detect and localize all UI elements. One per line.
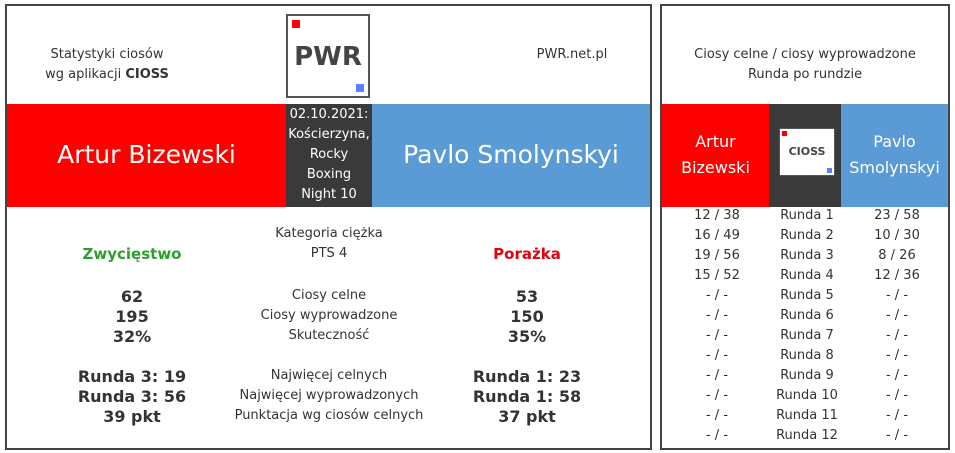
fight-stats-panel	[5, 4, 652, 450]
round-right: - / -	[885, 388, 909, 403]
round-row	[662, 426, 948, 446]
cioss-logo-text: CIOSS	[788, 145, 826, 158]
result-left: Zwycięstwo	[82, 245, 182, 263]
round-label: Runda 8	[780, 348, 834, 363]
stat-label: Ciosy wyprowadzone	[260, 308, 398, 323]
round-right: - / -	[885, 308, 909, 323]
rounds-left-band	[662, 104, 769, 207]
round-row	[662, 206, 948, 226]
round-left: - / -	[705, 368, 729, 383]
cioss-logo-blue-square	[827, 168, 832, 173]
round-row	[662, 326, 948, 346]
rounds-left-name-line1: Artur	[695, 132, 736, 151]
round-row	[662, 346, 948, 366]
stat-right: 150	[510, 307, 544, 326]
left-fighter-band	[7, 104, 286, 207]
left-fighter-name: Artur Bizewski	[57, 140, 236, 169]
decision: PTS 4	[310, 246, 348, 261]
pwr-logo-text: PWR	[294, 42, 362, 72]
rounds-subtitle: Runda po rundzie	[747, 67, 863, 82]
round-label: Runda 10	[776, 388, 838, 403]
round-right: - / -	[885, 328, 909, 343]
round-row	[662, 226, 948, 246]
round-left: 16 / 49	[694, 228, 740, 243]
stat-left: 62	[120, 287, 144, 306]
stats-caption-line2	[37, 65, 177, 85]
round-right: 10 / 30	[874, 228, 920, 243]
round-row	[662, 266, 948, 286]
rounds-panel	[660, 4, 950, 450]
round-label: Runda 3	[780, 248, 834, 263]
round-left: - / -	[705, 308, 729, 323]
stat-label: Skuteczność	[288, 328, 370, 343]
rounds-right-name-line2: Smolynskyi	[849, 158, 940, 177]
round-label: Runda 9	[780, 368, 834, 383]
result-right: Porażka	[493, 245, 561, 263]
round-left: - / -	[705, 408, 729, 423]
round-row	[662, 386, 948, 406]
round-right: - / -	[885, 428, 909, 443]
best-left: Runda 3: 19	[77, 367, 187, 386]
rounds-right-name-line1: Pavlo	[873, 132, 916, 151]
best-right: 37 pkt	[498, 407, 556, 426]
event-line-2: Kościerzyna,	[288, 127, 370, 142]
round-row	[662, 406, 948, 426]
round-right: 8 / 26	[878, 248, 916, 263]
stat-left: 195	[115, 307, 149, 326]
rounds-title: Ciosy celne / ciosy wyprowadzone	[694, 47, 916, 62]
round-left: - / -	[705, 428, 729, 443]
round-right: - / -	[885, 408, 909, 423]
round-row	[662, 366, 948, 386]
event-line-1: 02.10.2021:	[289, 107, 369, 122]
best-left: Runda 3: 56	[77, 387, 187, 406]
round-left: - / -	[705, 348, 729, 363]
rounds-logo-band	[769, 104, 841, 207]
best-right: Runda 1: 23	[472, 367, 582, 386]
cioss-logo-red-square	[782, 131, 787, 136]
event-line-4: Boxing	[306, 167, 352, 182]
round-left: - / -	[705, 328, 729, 343]
right-fighter-name: Pavlo Smolynskyi	[403, 140, 619, 169]
round-right: - / -	[885, 288, 909, 303]
event-line-5: Night 10	[301, 187, 357, 202]
rounds-left-name-line2: Bizewski	[681, 158, 750, 177]
stat-label: Ciosy celne	[291, 288, 367, 303]
best-label: Najwięcej wyprowadzonych	[239, 388, 419, 403]
stats-caption-prefix: wg aplikacji	[45, 67, 126, 82]
cioss-brand: CIOSS	[125, 67, 169, 82]
weight-category: Kategoria ciężka	[275, 226, 383, 241]
round-label: Runda 12	[776, 428, 838, 443]
round-right: - / -	[885, 368, 909, 383]
round-label: Runda 11	[776, 408, 838, 423]
stat-left: 32%	[112, 327, 152, 346]
round-row	[662, 246, 948, 266]
stat-right: 53	[515, 287, 539, 306]
best-label: Punktacja wg ciosów celnych	[234, 408, 424, 423]
round-left: - / -	[705, 288, 729, 303]
round-left: 12 / 38	[694, 208, 740, 223]
best-label: Najwięcej celnych	[270, 368, 388, 383]
round-label: Runda 5	[780, 288, 834, 303]
round-row	[662, 306, 948, 326]
round-label: Runda 7	[780, 328, 834, 343]
round-label: Runda 4	[780, 268, 834, 283]
pwr-logo	[286, 14, 370, 98]
best-right: Runda 1: 58	[472, 387, 582, 406]
round-row	[662, 286, 948, 306]
round-left: 15 / 52	[694, 268, 740, 283]
round-right: 12 / 36	[874, 268, 920, 283]
round-left: - / -	[705, 388, 729, 403]
best-left: 39 pkt	[103, 407, 161, 426]
stats-caption	[37, 45, 177, 85]
logo-blue-square	[356, 84, 364, 92]
round-label: Runda 6	[780, 308, 834, 323]
cioss-logo	[779, 128, 835, 176]
round-label: Runda 2	[780, 228, 834, 243]
event-line-3: Rocky	[309, 147, 349, 162]
stat-right: 35%	[507, 327, 547, 346]
round-label: Runda 1	[780, 208, 834, 223]
right-fighter-band	[372, 104, 650, 207]
round-left: 19 / 56	[694, 248, 740, 263]
logo-red-square	[292, 20, 300, 28]
round-right: 23 / 58	[874, 208, 920, 223]
event-info	[286, 104, 372, 207]
round-right: - / -	[885, 348, 909, 363]
rounds-right-band	[841, 104, 948, 207]
stats-caption-line1: Statystyki ciosów	[50, 47, 164, 62]
site-url: PWR.net.pl	[536, 47, 608, 62]
